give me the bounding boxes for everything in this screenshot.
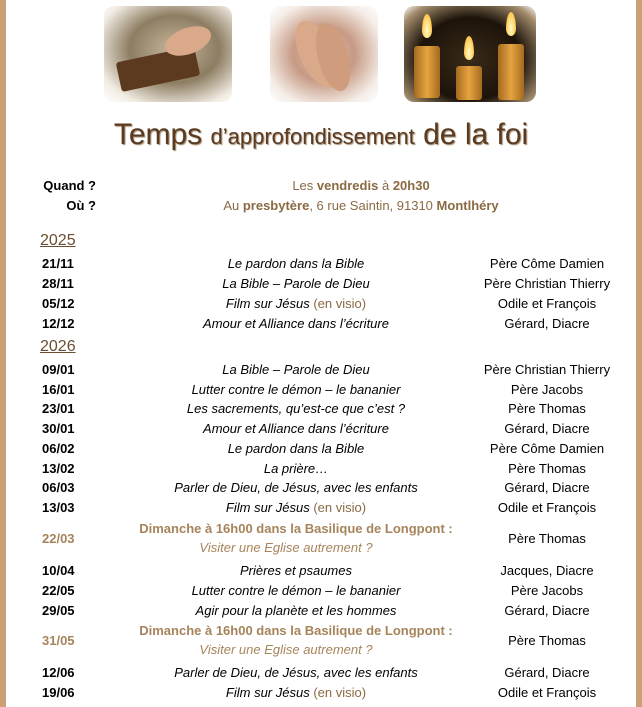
row-topic [146,439,446,459]
row-topic [146,419,446,439]
row-speaker: Père Christian Thierry [483,276,611,291]
row-speaker: Gérard, Diacre [504,602,590,618]
row-topic-text: Lutter contre le démon – le bananier [191,582,401,598]
row-topic-text: La Bible – Parole de Dieu [222,276,370,291]
row-speaker: Gérard, Diacre [504,480,590,496]
row-speaker: Père Thomas [508,401,586,417]
event-date: 31/05 [42,633,75,648]
row-date: 13/02 [42,460,75,476]
row-date: 21/11 [42,256,74,271]
special-event-row [6,621,636,661]
event-date: 22/03 [42,531,75,546]
row-date: 12/06 [42,665,75,680]
row-date: 06/03 [42,480,75,496]
row-topic-text: Parler de Dieu, de Jésus, avec les enfants [174,665,418,680]
row-date: 30/01 [42,421,75,437]
row-topic-text: Les sacrements, qu’est-ce que c’est ? [186,401,406,417]
page-title [6,117,636,155]
row-topic [146,274,446,294]
where-value: Au presbytère, 6 rue Saintin, 91310 Montlhéry [223,198,499,213]
where-label: Où ? [66,198,96,213]
row-speaker: Jacques, Diacre [500,563,594,578]
row-topic [146,498,446,518]
schedule-row [6,254,636,274]
title-part-2: d’approfondissement [210,124,415,149]
schedule-row [6,360,636,380]
row-speaker: Gérard, Diacre [504,665,590,680]
schedule-row [6,459,636,479]
row-date: 12/12 [42,316,75,331]
schedule-row [6,561,636,581]
special-event-row [6,519,636,559]
row-topic-text: Film sur Jésus [225,499,310,515]
title-part-3: de la foi [423,118,529,151]
row-topic [146,663,446,683]
schedule-row [6,419,636,439]
row-topic-text: Amour et Alliance dans l’écriture [203,316,389,331]
when-value: Les vendredis à 20h30 [292,178,430,193]
schedule-row [6,439,636,459]
row-topic [146,380,446,400]
row-date: 06/02 [42,440,75,456]
schedule-row [6,683,636,703]
event-topic: Visiter une Eglise autrement ? [199,540,373,555]
row-topic-extra: (en visio) [313,296,367,311]
row-date: 10/04 [42,563,75,578]
row-topic [146,294,446,314]
schedule-row [6,314,636,334]
row-topic-text: Le pardon dans la Bible [227,256,365,271]
row-topic-text: Amour et Alliance dans l’écriture [203,421,389,437]
row-topic-text: Lutter contre le démon – le bananier [191,381,401,397]
row-topic-text: La prière… [263,460,329,476]
event-speaker: Père Thomas [508,531,586,546]
row-topic-text: La Bible – Parole de Dieu [222,362,370,377]
row-topic [146,314,446,334]
candles-icon [404,6,536,102]
praying-hands-icon [270,6,378,102]
row-speaker: Père Jacobs [510,582,584,598]
row-topic-text: Agir pour la planète et les hommes [195,602,397,618]
row-date: 29/05 [42,602,75,618]
row-speaker: Père Côme Damien [489,440,605,456]
row-topic-text: Film sur Jésus [225,685,310,700]
row-date: 19/06 [42,685,75,700]
event-speaker: Père Thomas [508,633,586,648]
row-speaker: Odile et François [497,685,597,700]
row-date: 28/11 [42,276,74,291]
row-topic [146,254,446,274]
row-speaker: Père Jacobs [510,381,584,397]
row-topic-text: Parler de Dieu, de Jésus, avec les enfants [174,480,418,496]
row-topic [146,561,446,581]
row-topic-text: Film sur Jésus [225,296,310,311]
row-topic-text: Le pardon dans la Bible [227,440,365,456]
row-topic [146,399,446,419]
schedule-row [6,294,636,314]
year-heading-2026: 2026 [40,338,76,355]
row-speaker: Odile et François [497,296,597,311]
schedule-row [6,380,636,400]
row-speaker: Père Christian Thierry [483,362,611,377]
year-heading-2025: 2025 [40,232,76,249]
schedule-row [6,274,636,294]
row-speaker: Gérard, Diacre [504,316,590,331]
row-topic [146,601,446,621]
row-date: 05/12 [42,296,75,311]
row-topic [146,581,446,601]
row-date: 16/01 [42,381,75,397]
row-date: 13/03 [42,499,75,515]
header-photos [6,6,636,104]
schedule-row [6,399,636,419]
row-date: 09/01 [42,362,75,377]
row-topic [146,459,446,479]
bible-icon [104,6,232,102]
row-topic [146,683,446,703]
schedule-row [6,601,636,621]
schedule-row [6,663,636,683]
row-speaker: Odile et François [497,499,597,515]
row-topic-extra: (en visio) [313,499,367,515]
when-label: Quand ? [43,178,96,193]
schedule-row [6,478,636,498]
row-topic-text: Prières et psaumes [240,563,352,578]
title-part-1: Temps [113,118,203,151]
row-topic [146,478,446,498]
row-speaker: Père Côme Damien [489,256,605,271]
row-date: 23/01 [42,401,75,417]
event-topic: Visiter une Eglise autrement ? [199,642,373,657]
row-date: 22/05 [42,582,75,598]
schedule-row [6,581,636,601]
row-speaker: Gérard, Diacre [504,421,590,437]
row-topic [146,360,446,380]
event-location: Dimanche à 16h00 dans la Basilique de Longpont : [139,521,453,536]
schedule-row [6,498,636,518]
row-topic-extra: (en visio) [313,685,367,700]
event-location: Dimanche à 16h00 dans la Basilique de Longpont : [139,623,453,638]
row-speaker: Père Thomas [508,460,586,476]
